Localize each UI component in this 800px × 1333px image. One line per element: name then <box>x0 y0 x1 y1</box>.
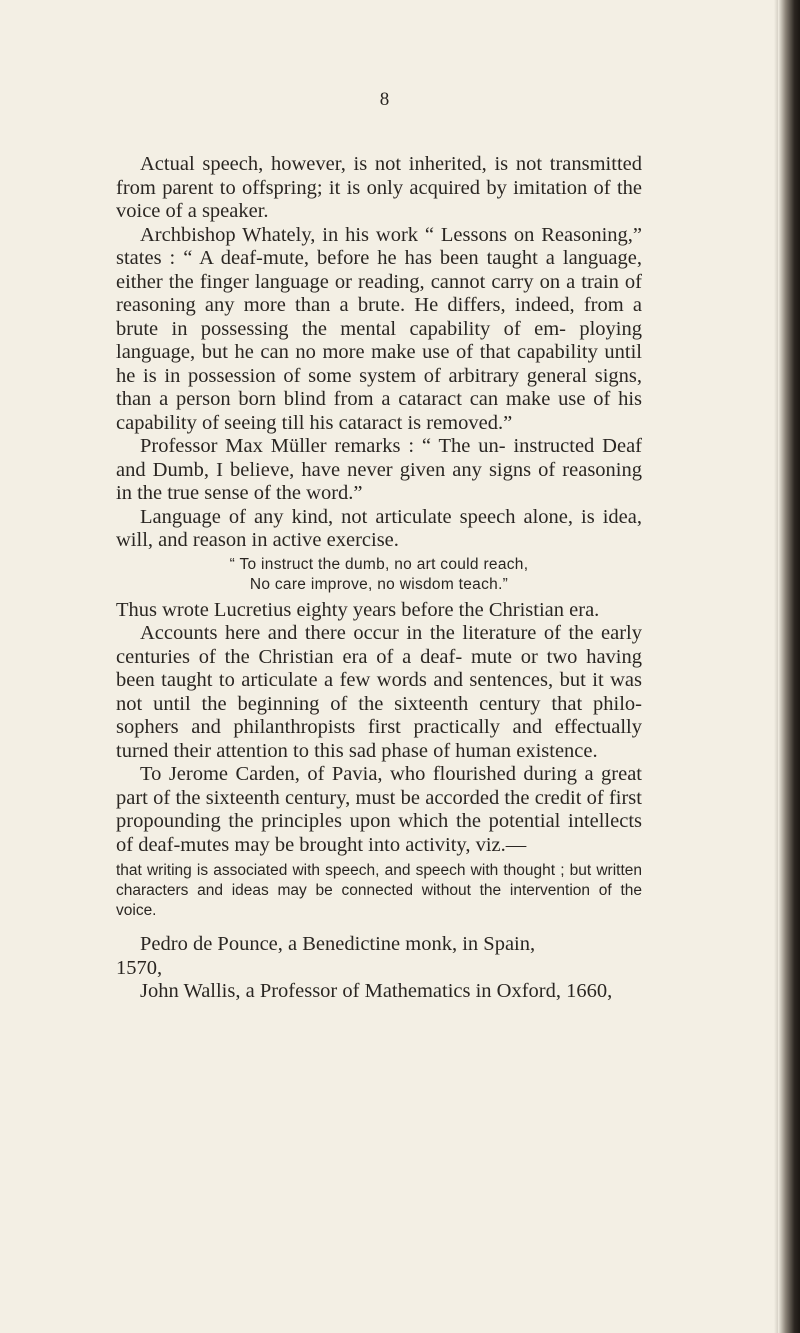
paragraph-whately-quote: Archbishop Whately, in his work “ Lessons on Reasoning,” states : “ A deaf-mute, before he has been taught a language, either the finger language or reading, cannot carry on a train of reasoning any more than a brute. He differs, indeed, from a brute in possessing the mental capability of em- ploying language, but he can no more make use of that capability until he is in possession of some system of arbitrary general signs, than a person born blind from a cataract can make use of his capability of seeing till his cataract is removed.” <box>116 223 642 434</box>
paragraph-pedro-de-pounce: Pedro de Pounce, a Benedictine monk, in Spain, <box>140 933 536 955</box>
paragraph-muller-remarks: Professor Max Müller remarks : “ The un- instructed Deaf and Dumb, I believe, have never given any signs of reasoning in the true sense of the word.” <box>116 435 642 504</box>
paragraph-speech-not-inherited: Actual speech, however, is not inherited, is not transmitted from parent to offspring; it is only acquired by imitation of the voice of a speaker. <box>116 153 642 222</box>
lucretius-verse <box>116 555 642 595</box>
paragraph-lucretius: Thus wrote Lucretius eighty years before the Christian era. <box>116 598 600 621</box>
note-writing-speech-thought: that writing is associated with speech, and speech with thought ; but written characters and ideas may be connected without the intervention of the voice. <box>116 862 642 919</box>
paragraph-john-wallis: John Wallis, a Professor of Mathematics in Oxford, 1660, <box>140 980 613 1002</box>
paragraph-early-accounts: Accounts here and there occur in the literature of the early centuries of the Christian era of a deaf- mute or two having been taught to articulate a few words and sentences, but it was not until the beginning of the sixteenth century that philo- sophers and philanthropists first practically and effectually turned their attention to this sad phase of human existence. <box>116 622 642 762</box>
book-binding-shadow <box>778 0 800 1333</box>
paragraph-language-of-any-kind: Language of any kind, not articulate speech alone, is idea, will, and reason in active exercise. <box>116 505 642 551</box>
verse-line-2: No care improve, no wisdom teach.” <box>249 575 509 593</box>
pedro-year: 1570, <box>116 956 163 979</box>
page-number: 8 <box>379 89 391 110</box>
paragraph-jerome-carden: To Jerome Carden, of Pavia, who flourished during a great part of the sixteenth century, must be accorded the credit of first propounding the principles upon which the potential intellects of deaf-mutes may be brought into activity, viz.— <box>116 763 642 856</box>
page-body <box>116 153 642 1004</box>
verse-line-1: “ To instruct the dumb, no art could reach, <box>229 555 529 573</box>
